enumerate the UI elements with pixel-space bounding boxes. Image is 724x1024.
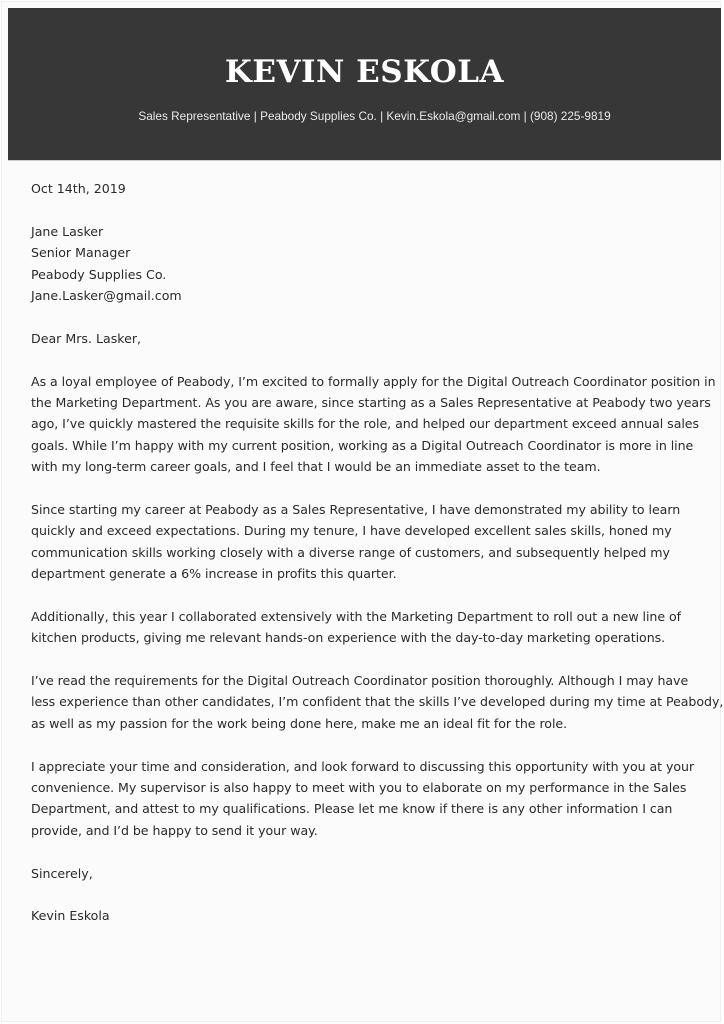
paragraph-line: I appreciate your time and consideration, and look forward to discussing this opportunity with you at your xyxy=(31,758,695,774)
paragraph-line: the Marketing Department. As you are aware, since starting as a Sales Representative at Peabody two years xyxy=(31,394,711,410)
paragraph-2 xyxy=(31,499,711,585)
recipient-company: Peabody Supplies Co. xyxy=(31,266,167,282)
spacer xyxy=(31,477,711,498)
salutation: Dear Mrs. Lasker, xyxy=(31,330,142,346)
spacer xyxy=(31,584,711,605)
paragraph-line: quickly and exceed expectations. During my tenure, I have developed excellent sales skills, honed my xyxy=(31,523,672,539)
signature: Kevin Eskola xyxy=(31,908,110,924)
spacer xyxy=(31,884,711,905)
paragraph-line: goals. While I’m happy with my current position, working as a Digital Outreach Coordinator is more in line xyxy=(31,437,694,453)
paragraph-line: ago, I’ve quickly mastered the requisite skills for the role, and helped our department exceed annual sales xyxy=(31,416,700,432)
paragraph-5 xyxy=(31,756,711,842)
paragraph-line: As a loyal employee of Peabody, I’m excited to formally apply for the Digital Outreach Coordinator position in xyxy=(31,373,716,389)
spacer xyxy=(31,199,711,220)
recipient-name: Jane Lasker xyxy=(31,223,104,239)
spacer xyxy=(31,649,711,670)
paragraph-line: Since starting my career at Peabody as a Sales Representative, I have demonstrated my ability to learn xyxy=(31,501,681,517)
letter-page xyxy=(1,1,724,1022)
header-banner xyxy=(8,8,721,161)
recipient-email: Jane.Lasker@gmail.com xyxy=(31,287,182,303)
paragraph-4 xyxy=(31,670,724,734)
paragraph-line: I’ve read the requirements for the Digital Outreach Coordinator position thoroughly. Although I may have xyxy=(31,672,689,688)
paragraph-3 xyxy=(31,606,711,649)
paragraph-line: kitchen products, giving me relevant hands-on experience with the day-to-day marketing operations. xyxy=(31,630,666,646)
letter-body xyxy=(31,178,724,927)
recipient-title: Senior Manager xyxy=(31,245,131,261)
paragraph-line: convenience. My supervisor is also happy to meet with you to elaborate on my performance in the Sales xyxy=(31,779,687,795)
applicant-name: KEVIN ESKOLA xyxy=(224,54,505,90)
paragraph-line: communication skills working closely with a diverse range of customers, and subsequently helped my xyxy=(31,544,670,560)
paragraph-line: less experience than other candidates, I’m confident that the skills I’ve developed during my time at Peabody, xyxy=(31,694,724,710)
spacer xyxy=(31,349,711,370)
spacer xyxy=(31,306,711,327)
paragraph-line: as well as my passion for the work being done here, make me an ideal fit for the role. xyxy=(31,715,568,731)
paragraph-1 xyxy=(31,371,716,478)
spacer xyxy=(31,734,711,755)
paragraph-line: provide, and I’d be happy to send it your way. xyxy=(31,822,318,838)
letter-date: Oct 14th, 2019 xyxy=(31,181,126,196)
paragraph-line: with my long-term career goals, and I feel that I would be an immediate asset to the team. xyxy=(31,459,601,475)
paragraph-line: department generate a 6% increase in profits this quarter. xyxy=(31,566,397,582)
applicant-contact-line: Sales Representative | Peabody Supplies Co. | Kevin.Eskola@gmail.com | (908) 225-9819 xyxy=(138,109,611,123)
spacer xyxy=(31,841,711,862)
recipient-block xyxy=(31,221,711,307)
closing: Sincerely, xyxy=(31,865,93,881)
paragraph-line: Department, and attest to my qualifications. Please let me know if there is any other information I can xyxy=(31,801,673,817)
paragraph-line: Additionally, this year I collaborated extensively with the Marketing Department to roll out a new line of xyxy=(31,608,682,624)
